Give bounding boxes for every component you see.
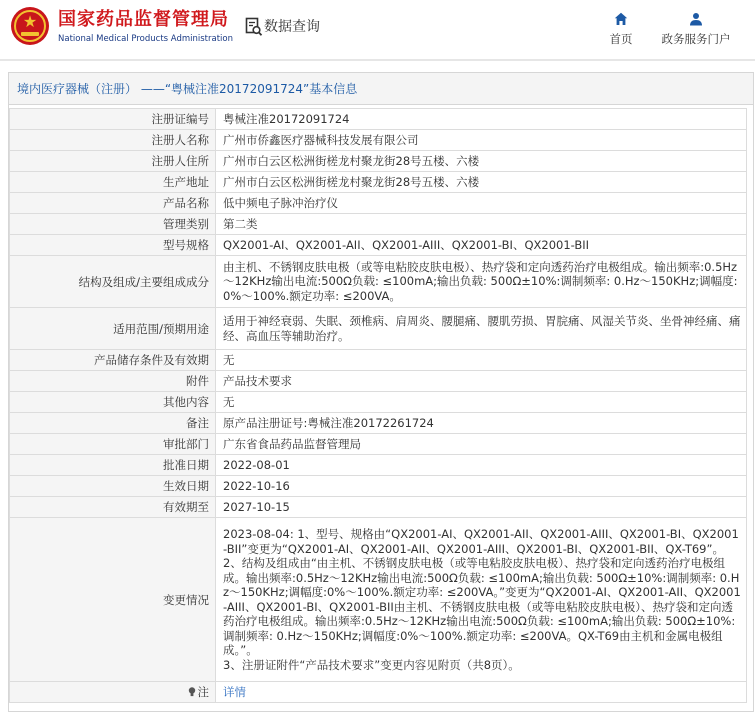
detail-row xyxy=(10,371,747,392)
detail-value: 第二类 xyxy=(216,214,747,235)
detail-key: 批准日期 xyxy=(10,455,216,476)
nav-home-label: 首页 xyxy=(609,32,633,46)
search-document-icon xyxy=(245,17,263,37)
detail-value: 广州市侨鑫医疗器械科技发展有限公司 xyxy=(216,130,747,151)
header-divider xyxy=(0,59,755,61)
change-history-line: 3、注册证附件“产品技术要求”变更内容见附页（共8页）。 xyxy=(223,657,520,672)
detail-key: 适用范围/预期用途 xyxy=(10,308,216,350)
detail-key: 结构及组成/主要组成成分 xyxy=(10,256,216,308)
detail-value: 粤械注准20172091724 xyxy=(216,109,747,130)
detail-row xyxy=(10,392,747,413)
detail-value: 适用于神经衰弱、失眠、颈椎病、肩周炎、腰腿痛、腰肌劳损、胃脘痛、风湿关节炎、坐骨神经痛、痛经、高血压等辅助治疗。 xyxy=(216,308,747,350)
detail-key: 变更情况 xyxy=(10,518,216,682)
detail-value: QX2001-AI、QX2001-AII、QX2001-AIII、QX2001-BI、QX2001-BII xyxy=(216,235,747,256)
detail-value: 产品技术要求 xyxy=(216,371,747,392)
change-history-line: 2、结构及组成由“由主机、不锈钢皮肤电极（或等电粘胶皮肤电极）、热疗袋和定向透药治疗电极组成。输出频率:0.5Hz～12KHz输出电流:500Ω负载: ≤100mA;输出负载: 500Ω±10%:调制频率: 0.Hz～150KHz;调幅度:0%～100%.额定功率: ≤200VA。”变更为“QX2001-AI、QX2001-AII、QX2001-AIII、QX2001-BI、QX2001-BII由主机、不锈钢皮肤电极（或等电粘胶皮肤电极）、热疗袋和定向透药治疗电极组成。输出频率:0.5Hz～12KHz输出电流:500Ω负载: ≤100mA;输出负载: 500Ω±10%:调制频率: 0.Hz～150KHz;调幅度:0%～100%.额定功率: ≤200VA。QX-T69由主机和金属电极组成。”。 xyxy=(223,556,741,657)
detail-row xyxy=(10,497,747,518)
detail-value: 广东省食品药品监督管理局 xyxy=(216,434,747,455)
detail-row xyxy=(10,193,747,214)
detail-row xyxy=(10,151,747,172)
detail-row xyxy=(10,109,747,130)
site-title-en[interactable]: National Medical Products Administration xyxy=(58,34,233,44)
detail-row xyxy=(10,235,747,256)
detail-key: 生产地址 xyxy=(10,172,216,193)
detail-row xyxy=(10,308,747,350)
detail-row xyxy=(10,476,747,497)
detail-key: 备注 xyxy=(10,413,216,434)
detail-key: 注册证编号 xyxy=(10,109,216,130)
note-value xyxy=(216,682,747,703)
detail-value: 无 xyxy=(216,350,747,371)
detail-row xyxy=(10,455,747,476)
data-query-label: 数据查询 xyxy=(264,19,320,35)
detail-key: 注册人名称 xyxy=(10,130,216,151)
nav-home[interactable] xyxy=(604,12,638,47)
detail-value: 由主机、不锈钢皮肤电极（或等电粘胶皮肤电极）、热疗袋和定向透药治疗电极组成。输出频率:0.5Hz～12KHz输出电流:500Ω负载: ≤100mA;输出负载: 500Ω±10%:调制频率: 0.Hz～150KHz;调幅度:0%～100%.额定功率: ≤200VA。 xyxy=(216,256,747,308)
detail-value: 广州市白云区松洲街槎龙村聚龙街28号五楼、六楼 xyxy=(216,172,747,193)
registration-detail-table xyxy=(9,108,747,703)
detail-key: 注册人住所 xyxy=(10,151,216,172)
detail-key: 产品储存条件及有效期 xyxy=(10,350,216,371)
detail-key: 审批部门 xyxy=(10,434,216,455)
site-title-cn[interactable]: 国家药品监督管理局 xyxy=(58,9,229,30)
detail-key: 其他内容 xyxy=(10,392,216,413)
detail-value: 无 xyxy=(216,392,747,413)
detail-key: 生效日期 xyxy=(10,476,216,497)
detail-key: 产品名称 xyxy=(10,193,216,214)
lightbulb-icon xyxy=(188,687,196,697)
detail-key: 附件 xyxy=(10,371,216,392)
detail-key: 有效期至 xyxy=(10,497,216,518)
detail-value: 广州市白云区松洲街槎龙村聚龙街28号五楼、六楼 xyxy=(216,151,747,172)
home-icon xyxy=(614,12,628,26)
detail-row xyxy=(10,518,747,682)
detail-row xyxy=(10,130,747,151)
note-key xyxy=(10,682,216,703)
note-label: 注 xyxy=(197,685,209,699)
detail-row xyxy=(10,214,747,235)
nav-service-portal[interactable] xyxy=(656,12,736,47)
detail-row xyxy=(10,350,747,371)
detail-key: 型号规格 xyxy=(10,235,216,256)
nav-service-portal-label: 政务服务门户 xyxy=(661,32,731,46)
change-history-line: 2023-08-04: 1、型号、规格由“QX2001-AI、QX2001-AII、QX2001-AIII、QX2001-BI、QX2001-BII”变更为“QX2001-AI、QX2001-AII、QX2001-AIII、QX2001-BI、QX2001-BII、QX-T69”。 xyxy=(223,527,739,556)
detail-row xyxy=(10,434,747,455)
detail-row xyxy=(10,413,747,434)
panel-header xyxy=(9,73,753,105)
site-header xyxy=(0,0,755,58)
user-icon xyxy=(689,12,703,26)
detail-value: 低中频电子脉冲治疗仪 xyxy=(216,193,747,214)
detail-key: 管理类别 xyxy=(10,214,216,235)
detail-row xyxy=(10,172,747,193)
detail-value xyxy=(216,518,747,682)
detail-value: 2027-10-15 xyxy=(216,497,747,518)
detail-row xyxy=(10,256,747,308)
breadcrumb: 境内医疗器械（注册） ——“粤械注准20172091724”基本信息 xyxy=(17,82,358,96)
note-row xyxy=(10,682,747,703)
detail-value: 2022-08-01 xyxy=(216,455,747,476)
detail-value: 2022-10-16 xyxy=(216,476,747,497)
details-link[interactable]: 详情 xyxy=(223,684,246,699)
national-emblem-logo[interactable]: ★ xyxy=(11,7,49,45)
detail-value: 原产品注册证号:粤械注准20172261724 xyxy=(216,413,747,434)
